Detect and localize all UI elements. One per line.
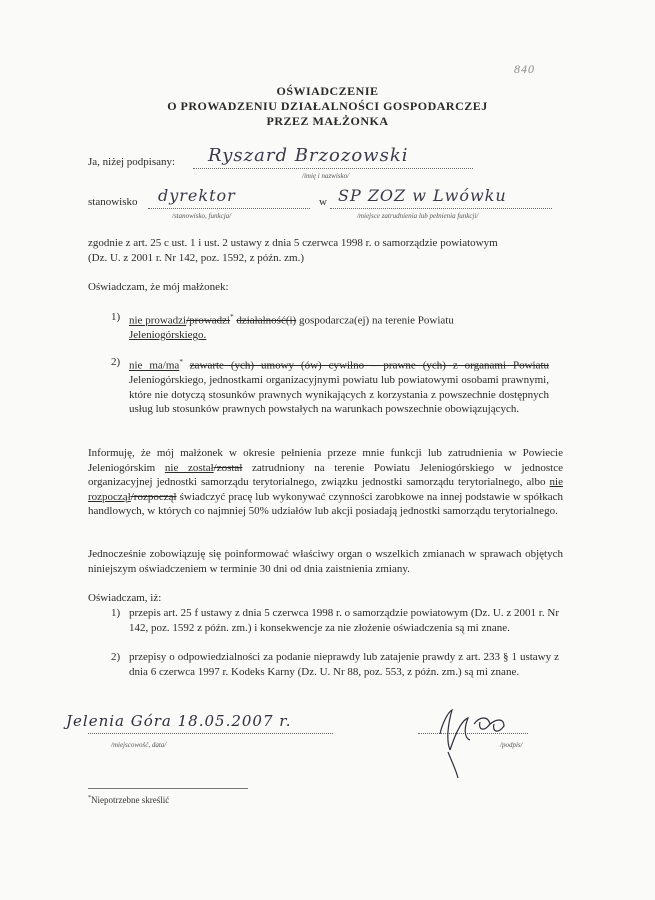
- declarant-label: Ja, niżej podpisany:: [88, 156, 176, 168]
- item-1: nie prowadzi/prowadzi* działalność(i) gospodarcza(ej) na terenie Powiatu Jeleniogórskiego.: [129, 313, 454, 342]
- inform-option-not-started: nie rozpoczął: [88, 476, 563, 503]
- item2-2: przepisy o odpowiedzialności za podanie nieprawdy lub zatajenie prawdy z art. 233 § 1 ustawy z dnia 6 czerwca 1997 r. Kodeks Karny (Dz. U. Nr 88, poz. 553, z późn. zm.) są mi znane.: [129, 651, 559, 678]
- declarant-workplace: SP ZOZ w Lwówku: [338, 186, 507, 205]
- item-1-option-a: nie prowadzi: [129, 314, 187, 327]
- item-2-rest: Jeleniogórskiego, jednostkami organizacyjnymi powiatu lub powiatowymi osobami prawnymi, które nie dotyczą stosunków prawnych wynikających z korzystania z powszechnie dostępnych usług lub stosunków prawnych powstałych na warunkach powszechnie obowiązujących.: [129, 374, 549, 416]
- declarant-name: Ryszard Brzozowski: [208, 145, 409, 166]
- signature-caption: /podpis/: [500, 741, 523, 749]
- place-date-dotted-line: [88, 733, 333, 734]
- inform-paragraph: [88, 446, 563, 519]
- item-2-number: 2): [111, 356, 121, 368]
- inform-option-started: /rozpoczął: [130, 490, 177, 503]
- item-1-activity: działalność(i): [236, 314, 297, 327]
- footnote-text: Niepotrzebne skreślić: [91, 795, 170, 805]
- item-1-option-b: /prowadzi: [186, 314, 231, 327]
- workplace-dotted-line: [330, 208, 552, 209]
- legal-basis-line-2: (Dz. U. z 2001 r. Nr 142, poz. 1592, z późn. zm.): [88, 252, 304, 264]
- footnote-divider: [88, 788, 248, 789]
- position-dotted-line: [148, 208, 310, 209]
- inform-option-employed: /został: [213, 461, 243, 474]
- position-caption: /stanowisko, funkcja/: [172, 212, 232, 220]
- item-1-number: 1): [111, 311, 121, 323]
- inform-text-1: Informuję, że mój małżonek w okresie pełnienia przeze mnie funkcji lub zatrudnienia w Powiecie Jeleniogórskim: [88, 447, 563, 474]
- title-line-3: PRZEZ MAŁŻONKA: [266, 114, 389, 128]
- item2-2-number: 2): [111, 651, 121, 663]
- place-date: Jelenia Góra 18.05.2007 r.: [66, 712, 292, 730]
- place-date-caption: /miejscowość, data/: [111, 741, 167, 749]
- workplace-caption: /miejsce zatrudnienia lub pełnienia funkcji/: [357, 212, 479, 220]
- footnote: *Niepotrzebne skreślić: [88, 795, 170, 805]
- item-1-region: Jeleniogórskiego.: [129, 329, 207, 342]
- item-2-contracts: zawarte (ych) umowy (ów) cywilno – prawne (ych) z organami Powiatu: [189, 359, 550, 372]
- inform-text-3: świadczyć pracę lub wykonywać czynności zarobkowe na innej podstawie w spółkach handlowych, w których co najmniej 50% udziałów lub akcji posiadają jednostki samorządu terytorialnego.: [88, 490, 563, 517]
- page-number: 840: [514, 62, 535, 76]
- item-2-option: nie ma/ma: [129, 359, 180, 372]
- declare2-intro: Oświadczam, iż:: [88, 592, 162, 604]
- legal-basis-line-1: zgodnie z art. 25 c ust. 1 i ust. 2 ustawy z dnia 5 czerwca 1998 r. o samorządzie powiatowym: [88, 237, 498, 249]
- declare-intro: Oświadczam, że mój małżonek:: [88, 281, 229, 293]
- item-1-rest: gospodarcza(ej) na terenie Powiatu: [296, 314, 454, 327]
- obligation-paragraph: Jednocześnie zobowiązuję się poinformować właściwy organ o wszelkich zmianach w sprawach objętych niniejszym oświadczeniem w terminie 30 dni od dnia zaistnienia zmiany.: [88, 548, 563, 575]
- title-line-1: OŚWIADCZENIE: [276, 84, 379, 98]
- name-caption: /imię i nazwisko/: [302, 172, 350, 180]
- declarant-position: dyrektor: [158, 186, 236, 205]
- item-2: nie ma/ma* zawarte (ych) umowy (ów) cywilno – prawne (ych) z organami Powiatu Jeleniogórskiego, jednostkami organizacyjnymi powiatu lub powiatowymi osobami prawnymi, które nie dotyczą stosunków prawnych wynikających z korzystania z powszechnie dostępnych usług lub stosunków prawnych powstałych na warunkach powszechnie obowiązujących.: [129, 358, 550, 416]
- w-label: w: [319, 196, 327, 208]
- item2-1: przepis art. 25 f ustawy z dnia 5 czerwca 1998 r. o samorządzie powiatowym (Dz. U. z 2001 r. Nr 142, poz. 1592 z późn. zm.) i konsekwencje za nie złożenie oświadczenia są mi znane.: [129, 607, 559, 634]
- inform-text-2: zatrudniony na terenie Powiatu Jeleniogórskiego w jednostce organizacyjnej jednostki samorządu terytorialnego, związku jednostki samorządu terytorialnego, albo: [88, 461, 563, 488]
- item2-1-number: 1): [111, 607, 121, 619]
- title-line-2: O PROWADZENIU DZIAŁALNOŚCI GOSPODARCZEJ: [167, 99, 488, 113]
- position-label: stanowisko: [88, 196, 138, 208]
- inform-option-not-employed: nie został: [164, 461, 214, 474]
- name-dotted-line: [193, 168, 473, 169]
